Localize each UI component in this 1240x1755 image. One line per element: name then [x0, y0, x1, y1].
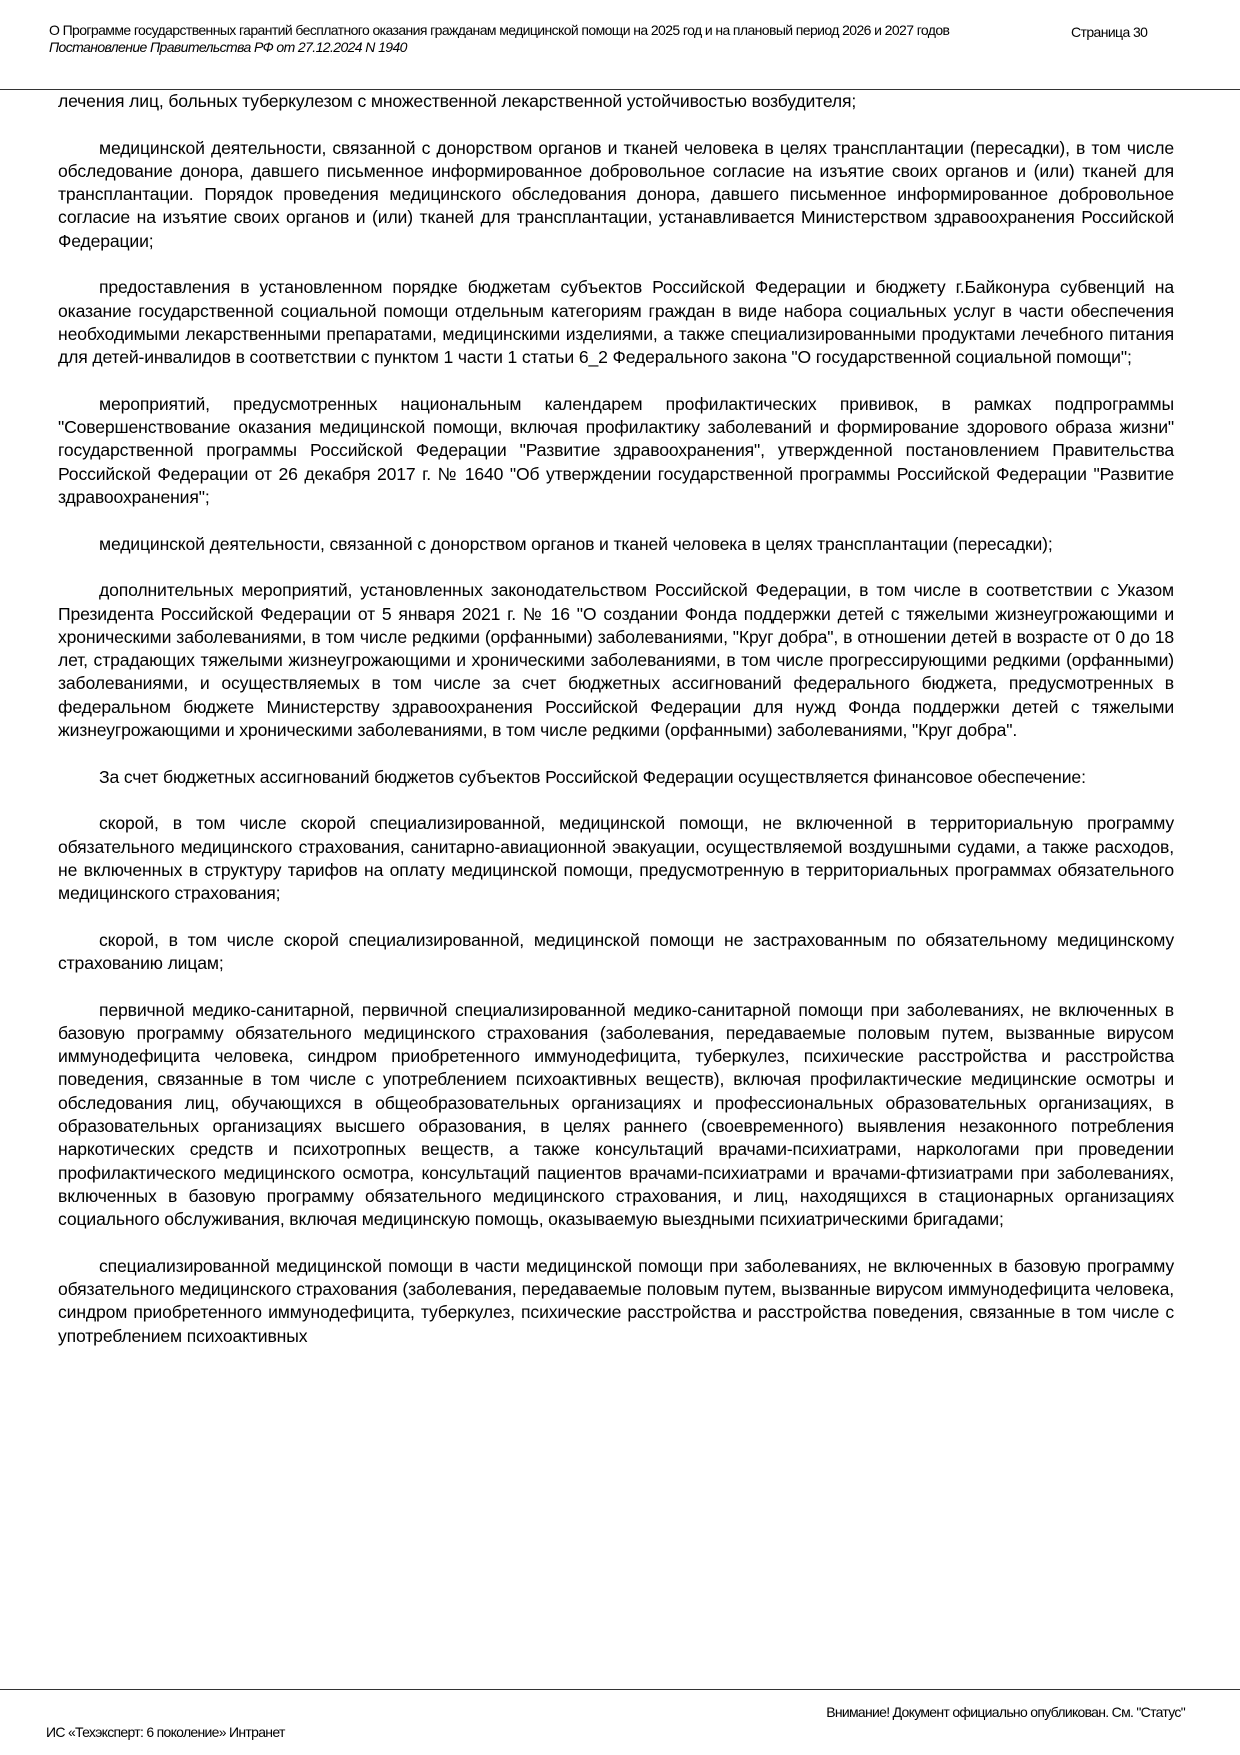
document-subtitle: Постановление Правительства РФ от 27.12.2024 N 1940: [49, 39, 407, 55]
document-header: [49, 22, 1049, 56]
paragraph: мероприятий, предусмотренных национальным календарем профилактических прививок, в рамках подпрограммы "Совершенствование оказания медицинской помощи, включая профилактику заболеваний и формирование здорового образа жизни" государственной программы Российской Федерации "Развитие здравоохранения", утвержденной постановлением Правительства Российской Федерации от 26 декабря 2017 г. № 1640 "Об утверждении государственной программы Российской Федерации "Развитие здравоохранения";: [58, 393, 1174, 508]
paragraph: дополнительных мероприятий, установленных законодательством Российской Федерации, в том числе в соответствии с Указом Президента Российской Федерации от 5 января 2021 г. № 16 "О создании Фонда поддержки детей с тяжелыми жизнеугрожающими и хроническими заболеваниями, в том числе редкими (орфанными) заболеваниями, "Круг добра", в отношении детей в возрасте от 0 до 18 лет, страдающих тяжелыми жизнеугрожающими и хроническими заболеваниями, в том числе прогрессирующими редкими (орфанными) заболеваниями, и осуществляемых в том числе за счет бюджетных ассигнований федерального бюджета, предусмотренных в федеральном бюджете Министерству здравоохранения Российской Федерации для нужд Фонда поддержки детей с тяжелыми жизнеугрожающими и хроническими заболеваниями, в том числе редкими (орфанными) заболеваниями, "Круг добра".: [58, 580, 1174, 741]
paragraph: медицинской деятельности, связанной с донорством органов и тканей человека в целях трансплантации (пересадки), в том числе обследование донора, давшего письменное информированное добровольное согласие на изъятие своих органов и (или) тканей для трансплантации. Порядок проведения медицинского обследования донора, давшего письменное информированное добровольное согласие на изъятие своих органов и (или) тканей для трансплантации, устанавливается Министерством здравоохранения Российской Федерации;: [58, 137, 1174, 251]
page-number: Страница 30: [1071, 24, 1148, 40]
paragraph: медицинской деятельности, связанной с донорством органов и тканей человека в целях трансплантации (пересадки);: [99, 533, 1053, 554]
paragraph: предоставления в установленном порядке бюджетам субъектов Российской Федерации и бюджету г.Байконура субвенций на оказание государственной социальной помощи отдельным категориям граждан в виде набора социальных услуг в части обеспечения необходимыми лекарственными препаратами, медицинскими изделиями, а также специализированными продуктами лечебного питания для детей-инвалидов в соответствии с пунктом 1 части 1 статьи 6_2 Федерального закона "О государственной социальной помощи";: [58, 277, 1174, 368]
document-body: [58, 90, 1174, 1371]
paragraph: первичной медико-санитарной, первичной специализированной медико-санитарной помощи при заболеваниях, не включенных в базовую программу обязательного медицинского страхования (заболевания, передаваемые половым путем, вызванные вирусом иммунодефицита человека, синдром приобретенного иммунодефицита, туберкулез, психические расстройства и расстройства поведения, связанные в том числе с употреблением психоактивных веществ), включая профилактические медицинские осмотры и обследования лиц, обучающихся в общеобразовательных организациях и профессиональных образовательных организациях, в образовательных организациях высшего образования, в целях раннего (своевременного) выявления незаконного потребления наркотических средств и психотропных веществ, а также консультаций врачами-психиатрами, наркологами при проведении профилактического медицинского осмотра, консультаций пациентов врачами-психиатрами и врачами-фтизиатрами при заболеваниях, включенных в базовую программу обязательного медицинского страхования, и лиц, находящихся в стационарных организациях социального обслуживания, включая медицинскую помощь, оказываемую выездными психиатрическими бригадами;: [58, 999, 1174, 1230]
paragraph: скорой, в том числе скорой специализированной, медицинской помощи, не включенной в территориальную программу обязательного медицинского страхования, санитарно-авиационной эвакуации, осуществляемой воздушными судами, а также расходов, не включенных в структуру тарифов на оплату медицинской помощи, предусмотренную в территориальных программах обязательного медицинского страхования;: [58, 813, 1174, 904]
footer-divider: [0, 1689, 1240, 1690]
paragraph: За счет бюджетных ассигнований бюджетов субъектов Российской Федерации осуществляется финансовое обеспечение:: [99, 766, 1086, 787]
system-name: ИС «Техэксперт: 6 поколение» Интранет: [46, 1724, 285, 1740]
paragraph: скорой, в том числе скорой специализированной, медицинской помощи не застрахованным по обязательному медицинскому страхованию лицам;: [58, 929, 1174, 973]
document-title: О Программе государственных гарантий бесплатного оказания гражданам медицинской помощи на 2025 год и на плановый период 2026 и 2027 годов: [49, 22, 950, 38]
status-notice-link[interactable]: Внимание! Документ официально опубликован. См. "Статус": [826, 1704, 1185, 1720]
paragraph: лечения лиц, больных туберкулезом с множественной лекарственной устойчивостью возбудителя;: [58, 91, 857, 111]
paragraph: специализированной медицинской помощи в части медицинской помощи при заболеваниях, не включенных в базовую программу обязательного медицинского страхования (заболевания, передаваемые половым путем, вызванные вирусом иммунодефицита человека, синдром приобретенного иммунодефицита, туберкулез, психические расстройства и расстройства поведения, связанные в том числе с употреблением психоактивных: [58, 1255, 1174, 1346]
